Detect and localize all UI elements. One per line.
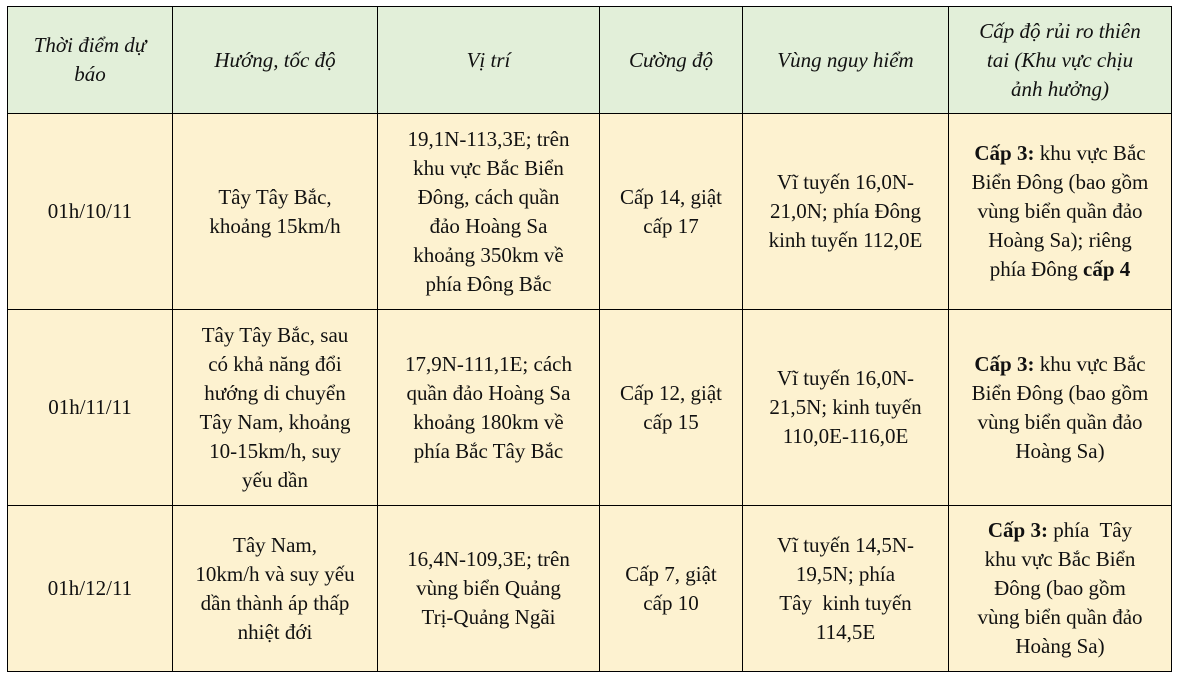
cell-risk-level: Cấp 3: khu vực Bắc Biển Đông (bao gồm vùng biển quần đảo Hoàng Sa); riêng phía Đông cấp 4 [949,114,1172,310]
table-row [8,114,1172,310]
table-row [8,310,1172,506]
cell-intensity: Cấp 12, giật cấp 15 [600,310,743,506]
cell-time: 01h/12/11 [8,506,173,672]
cell-position: 19,1N-113,3E; trên khu vực Bắc Biển Đông, cách quần đảo Hoàng Sa khoảng 350km về phía Đông Bắc [378,114,600,310]
header-position: Vị trí [378,7,600,114]
cell-direction: Tây Nam, 10km/h và suy yếu dần thành áp thấp nhiệt đới [173,506,378,672]
risk-level-label: cấp 4 [1083,257,1131,281]
cell-time: 01h/10/11 [8,114,173,310]
cell-position: 17,9N-111,1E; cách quần đảo Hoàng Sa khoảng 180km về phía Bắc Tây Bắc [378,310,600,506]
cell-risk-level: Cấp 3: khu vực Bắc Biển Đông (bao gồm vùng biển quần đảo Hoàng Sa) [949,310,1172,506]
header-direction-speed: Hướng, tốc độ [173,7,378,114]
risk-level-label: Cấp 3: [987,518,1048,542]
cell-direction: Tây Tây Bắc, khoảng 15km/h [173,114,378,310]
cell-danger-zone: Vĩ tuyến 14,5N- 19,5N; phía Tây kinh tuyến 114,5E [743,506,949,672]
header-row [8,7,1172,114]
risk-level-label: Cấp 3: [974,141,1035,165]
storm-forecast-table [7,6,1172,672]
header-intensity: Cường độ [600,7,743,114]
cell-position: 16,4N-109,3E; trên vùng biển Quảng Trị-Quảng Ngãi [378,506,600,672]
cell-risk-level: Cấp 3: phía Tây khu vực Bắc Biển Đông (bao gồm vùng biển quần đảo Hoàng Sa) [949,506,1172,672]
cell-direction: Tây Tây Bắc, sau có khả năng đổi hướng di chuyển Tây Nam, khoảng 10-15km/h, suy yếu dần [173,310,378,506]
header-danger-zone: Vùng nguy hiểm [743,7,949,114]
cell-time: 01h/11/11 [8,310,173,506]
cell-intensity: Cấp 14, giật cấp 17 [600,114,743,310]
risk-level-label: Cấp 3: [974,351,1035,376]
cell-danger-zone: Vĩ tuyến 16,0N- 21,0N; phía Đông kinh tuyến 112,0E [743,114,949,310]
table-row [8,506,1172,672]
header-risk-level: Cấp độ rủi ro thiên tai (Khu vực chịu ảnh hưởng) [949,7,1172,114]
cell-danger-zone: Vĩ tuyến 16,0N- 21,5N; kinh tuyến 110,0E-116,0E [743,310,949,506]
cell-intensity: Cấp 7, giật cấp 10 [600,506,743,672]
header-forecast-time: Thời điểm dự báo [8,7,173,114]
